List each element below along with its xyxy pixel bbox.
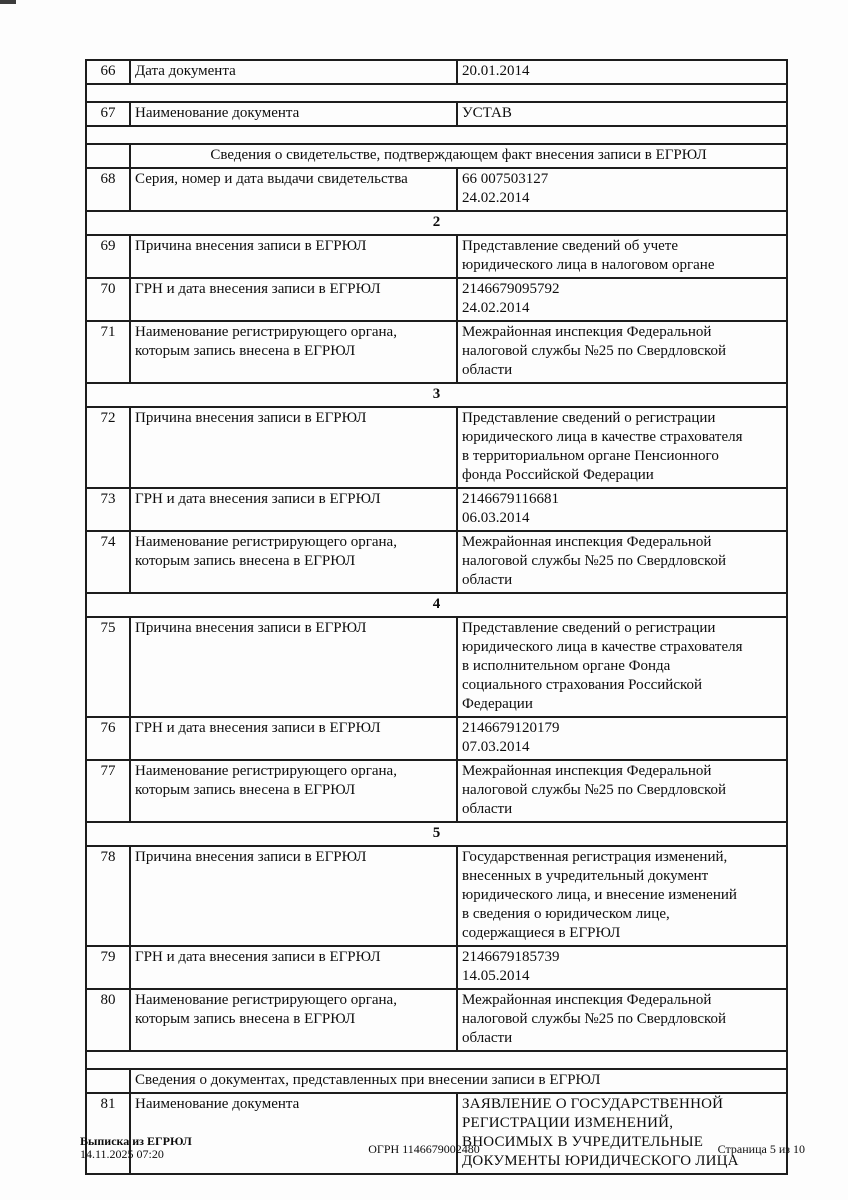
attribute-value-cell — [458, 718, 786, 759]
attribute-label-cell — [131, 618, 458, 716]
table-row — [87, 167, 786, 210]
footer-datetime: 14.11.2025 07:20 — [80, 1147, 164, 1161]
row-number-cell: 67 — [87, 103, 131, 125]
spacer-row — [87, 83, 786, 101]
egrul-table — [85, 59, 788, 1175]
value-text-line: внесенных в учредительный документ — [462, 868, 709, 884]
attribute-value-cell — [458, 236, 786, 277]
label-text-line: которым запись внесена в ЕГРЮЛ — [135, 782, 356, 798]
attribute-label-cell — [131, 408, 458, 487]
value-text-line: 66 007503127 — [462, 171, 549, 187]
section-number-row — [87, 592, 786, 616]
value-text-line: 2146679120179 — [462, 720, 560, 736]
value-text-line: ДОКУМЕНТЫ ЮРИДИЧЕСКОГО ЛИЦА — [462, 1153, 739, 1169]
value-text-line: юридического лица в налоговом органе — [462, 257, 715, 273]
scan-edge-artifact — [0, 0, 16, 4]
value-text-line: 20.01.2014 — [462, 63, 530, 79]
attribute-label-cell — [131, 61, 458, 83]
value-text-line: 24.02.2014 — [462, 300, 530, 316]
table-row — [87, 616, 786, 716]
table-row — [87, 277, 786, 320]
row-number-cell: 73 — [87, 489, 131, 530]
value-text-line: области — [462, 801, 513, 817]
label-text-line: Наименование регистрирующего органа, — [135, 534, 397, 550]
value-text-line: Представление сведений об учете — [462, 238, 678, 254]
label-text-line: Причина внесения записи в ЕГРЮЛ — [135, 238, 367, 254]
value-text-line: 14.05.2014 — [462, 968, 530, 984]
attribute-value-cell — [458, 103, 786, 125]
row-number-cell: 69 — [87, 236, 131, 277]
value-text-line: ЗАЯВЛЕНИЕ О ГОСУДАРСТВЕННОЙ — [462, 1096, 724, 1112]
label-text-line: Дата документа — [135, 63, 236, 79]
table-row — [87, 759, 786, 821]
footer-extract-title: Выписка из ЕГРЮЛ — [80, 1134, 192, 1148]
attribute-label-cell — [131, 279, 458, 320]
value-text-line: Межрайонная инспекция Федеральной — [462, 534, 712, 550]
spacer-row — [87, 125, 786, 143]
value-text-line: юридического лица, и внесение изменений — [462, 887, 737, 903]
attribute-label-cell — [131, 322, 458, 382]
value-text-line: области — [462, 572, 513, 588]
row-number-cell: 81 — [87, 1094, 131, 1173]
row-number-cell: 77 — [87, 761, 131, 821]
attribute-value-cell — [458, 1094, 786, 1173]
value-text-line: Государственная регистрация изменений, — [462, 849, 728, 865]
empty-number-cell — [87, 145, 131, 167]
attribute-value-cell — [458, 761, 786, 821]
value-text-line: налоговой службы №25 по Свердловской — [462, 343, 727, 359]
section-header-row — [87, 143, 786, 167]
table-row — [87, 234, 786, 277]
value-text-line: налоговой службы №25 по Свердловской — [462, 553, 727, 569]
attribute-value-cell — [458, 408, 786, 487]
value-text-line: 07.03.2014 — [462, 739, 530, 755]
table-row — [87, 61, 786, 83]
label-text-line: ГРН и дата внесения записи в ЕГРЮЛ — [135, 720, 381, 736]
value-text-line: 2146679116681 — [462, 491, 559, 507]
value-text-line: юридического лица в качестве страхователя — [462, 639, 743, 655]
table-row — [87, 1092, 786, 1173]
label-text-line: Причина внесения записи в ЕГРЮЛ — [135, 849, 367, 865]
row-number-cell: 70 — [87, 279, 131, 320]
section-number-text: 3 — [432, 386, 441, 402]
table-row — [87, 101, 786, 125]
value-text-line: области — [462, 362, 513, 378]
label-text-line: которым запись внесена в ЕГРЮЛ — [135, 1011, 356, 1027]
value-text-line: содержащиеся в ЕГРЮЛ — [462, 925, 621, 941]
attribute-label-cell — [131, 990, 458, 1050]
attribute-value-cell — [458, 947, 786, 988]
row-number-cell: 79 — [87, 947, 131, 988]
label-text-line: ГРН и дата внесения записи в ЕГРЮЛ — [135, 949, 381, 965]
table-row — [87, 320, 786, 382]
row-number-cell: 68 — [87, 169, 131, 210]
section-header-text: Сведения о свидетельстве, подтверждающем факт внесения записи в ЕГРЮЛ — [210, 147, 707, 163]
row-number-cell: 76 — [87, 718, 131, 759]
row-number-cell: 72 — [87, 408, 131, 487]
label-text-line: которым запись внесена в ЕГРЮЛ — [135, 553, 356, 569]
value-text-line: в исполнительном органе Фонда — [462, 658, 671, 674]
spacer-row — [87, 1050, 786, 1068]
attribute-value-cell — [458, 990, 786, 1050]
row-number-cell: 80 — [87, 990, 131, 1050]
empty-number-cell — [87, 1070, 131, 1092]
section-number-text: 2 — [432, 214, 441, 230]
attribute-value-cell — [458, 279, 786, 320]
attribute-label-cell — [131, 169, 458, 210]
value-text-line: фонда Российской Федерации — [462, 467, 654, 483]
footer-ogrn: ОГРН 1146679002480 — [368, 1142, 480, 1156]
value-text-line: РЕГИСТРАЦИИ ИЗМЕНЕНИЙ, — [462, 1115, 674, 1131]
row-number-cell: 74 — [87, 532, 131, 592]
label-text-line: Причина внесения записи в ЕГРЮЛ — [135, 620, 367, 636]
footer-page-indicator: Страница 5 из 10 — [717, 1142, 805, 1156]
label-text-line: Наименование регистрирующего органа, — [135, 763, 397, 779]
value-text-line: 06.03.2014 — [462, 510, 530, 526]
value-text-line: 24.02.2014 — [462, 190, 530, 206]
attribute-value-cell — [458, 847, 786, 945]
attribute-value-cell — [458, 489, 786, 530]
attribute-label-cell — [131, 718, 458, 759]
value-text-line: Представление сведений о регистрации — [462, 410, 716, 426]
label-text-line: ГРН и дата внесения записи в ЕГРЮЛ — [135, 491, 381, 507]
section-number-row — [87, 821, 786, 845]
value-text-line: Представление сведений о регистрации — [462, 620, 716, 636]
label-text-line: Причина внесения записи в ЕГРЮЛ — [135, 410, 367, 426]
section-number-text: 5 — [432, 825, 441, 841]
attribute-label-cell — [131, 847, 458, 945]
label-text-line: Наименование регистрирующего органа, — [135, 992, 397, 1008]
attribute-label-cell — [131, 103, 458, 125]
value-text-line: УСТАВ — [462, 105, 512, 121]
row-number-cell: 71 — [87, 322, 131, 382]
value-text-line: Межрайонная инспекция Федеральной — [462, 763, 712, 779]
table-row — [87, 487, 786, 530]
attribute-label-cell — [131, 236, 458, 277]
value-text-line: Межрайонная инспекция Федеральной — [462, 324, 712, 340]
section-number-row — [87, 210, 786, 234]
value-text-line: налоговой службы №25 по Свердловской — [462, 1011, 727, 1027]
row-number-cell: 78 — [87, 847, 131, 945]
label-text-line: Серия, номер и дата выдачи свидетельства — [135, 171, 408, 187]
value-text-line: области — [462, 1030, 513, 1046]
section-number-row — [87, 382, 786, 406]
attribute-value-cell — [458, 169, 786, 210]
table-row — [87, 988, 786, 1050]
section-header-text: Сведения о документах, представленных при внесении записи в ЕГРЮЛ — [135, 1072, 601, 1088]
label-text-line: Наименование документа — [135, 105, 300, 121]
value-text-line: социального страхования Российской — [462, 677, 703, 693]
attribute-label-cell — [131, 947, 458, 988]
attribute-value-cell — [458, 61, 786, 83]
attribute-value-cell — [458, 322, 786, 382]
value-text-line: ВНОСИМЫХ В УЧРЕДИТЕЛЬНЫЕ — [462, 1134, 704, 1150]
label-text-line: ГРН и дата внесения записи в ЕГРЮЛ — [135, 281, 381, 297]
table-row — [87, 945, 786, 988]
value-text-line: 2146679095792 — [462, 281, 560, 297]
value-text-line: Федерации — [462, 696, 533, 712]
table-row — [87, 845, 786, 945]
value-text-line: юридического лица в качестве страхователя — [462, 429, 743, 445]
table-row — [87, 406, 786, 487]
label-text-line: которым запись внесена в ЕГРЮЛ — [135, 343, 356, 359]
value-text-line: в сведения о юридическом лице, — [462, 906, 670, 922]
value-text-line: Межрайонная инспекция Федеральной — [462, 992, 712, 1008]
row-number-cell: 75 — [87, 618, 131, 716]
section-header-row — [87, 1068, 786, 1092]
attribute-label-cell — [131, 532, 458, 592]
value-text-line: налоговой службы №25 по Свердловской — [462, 782, 727, 798]
attribute-label-cell — [131, 489, 458, 530]
label-text-line: Наименование документа — [135, 1096, 300, 1112]
table-row — [87, 716, 786, 759]
attribute-value-cell — [458, 532, 786, 592]
table-row — [87, 530, 786, 592]
row-number-cell: 66 — [87, 61, 131, 83]
value-text-line: 2146679185739 — [462, 949, 560, 965]
attribute-value-cell — [458, 618, 786, 716]
section-number-text: 4 — [432, 596, 441, 612]
label-text-line: Наименование регистрирующего органа, — [135, 324, 397, 340]
attribute-label-cell — [131, 761, 458, 821]
value-text-line: в территориальном органе Пенсионного — [462, 448, 719, 464]
